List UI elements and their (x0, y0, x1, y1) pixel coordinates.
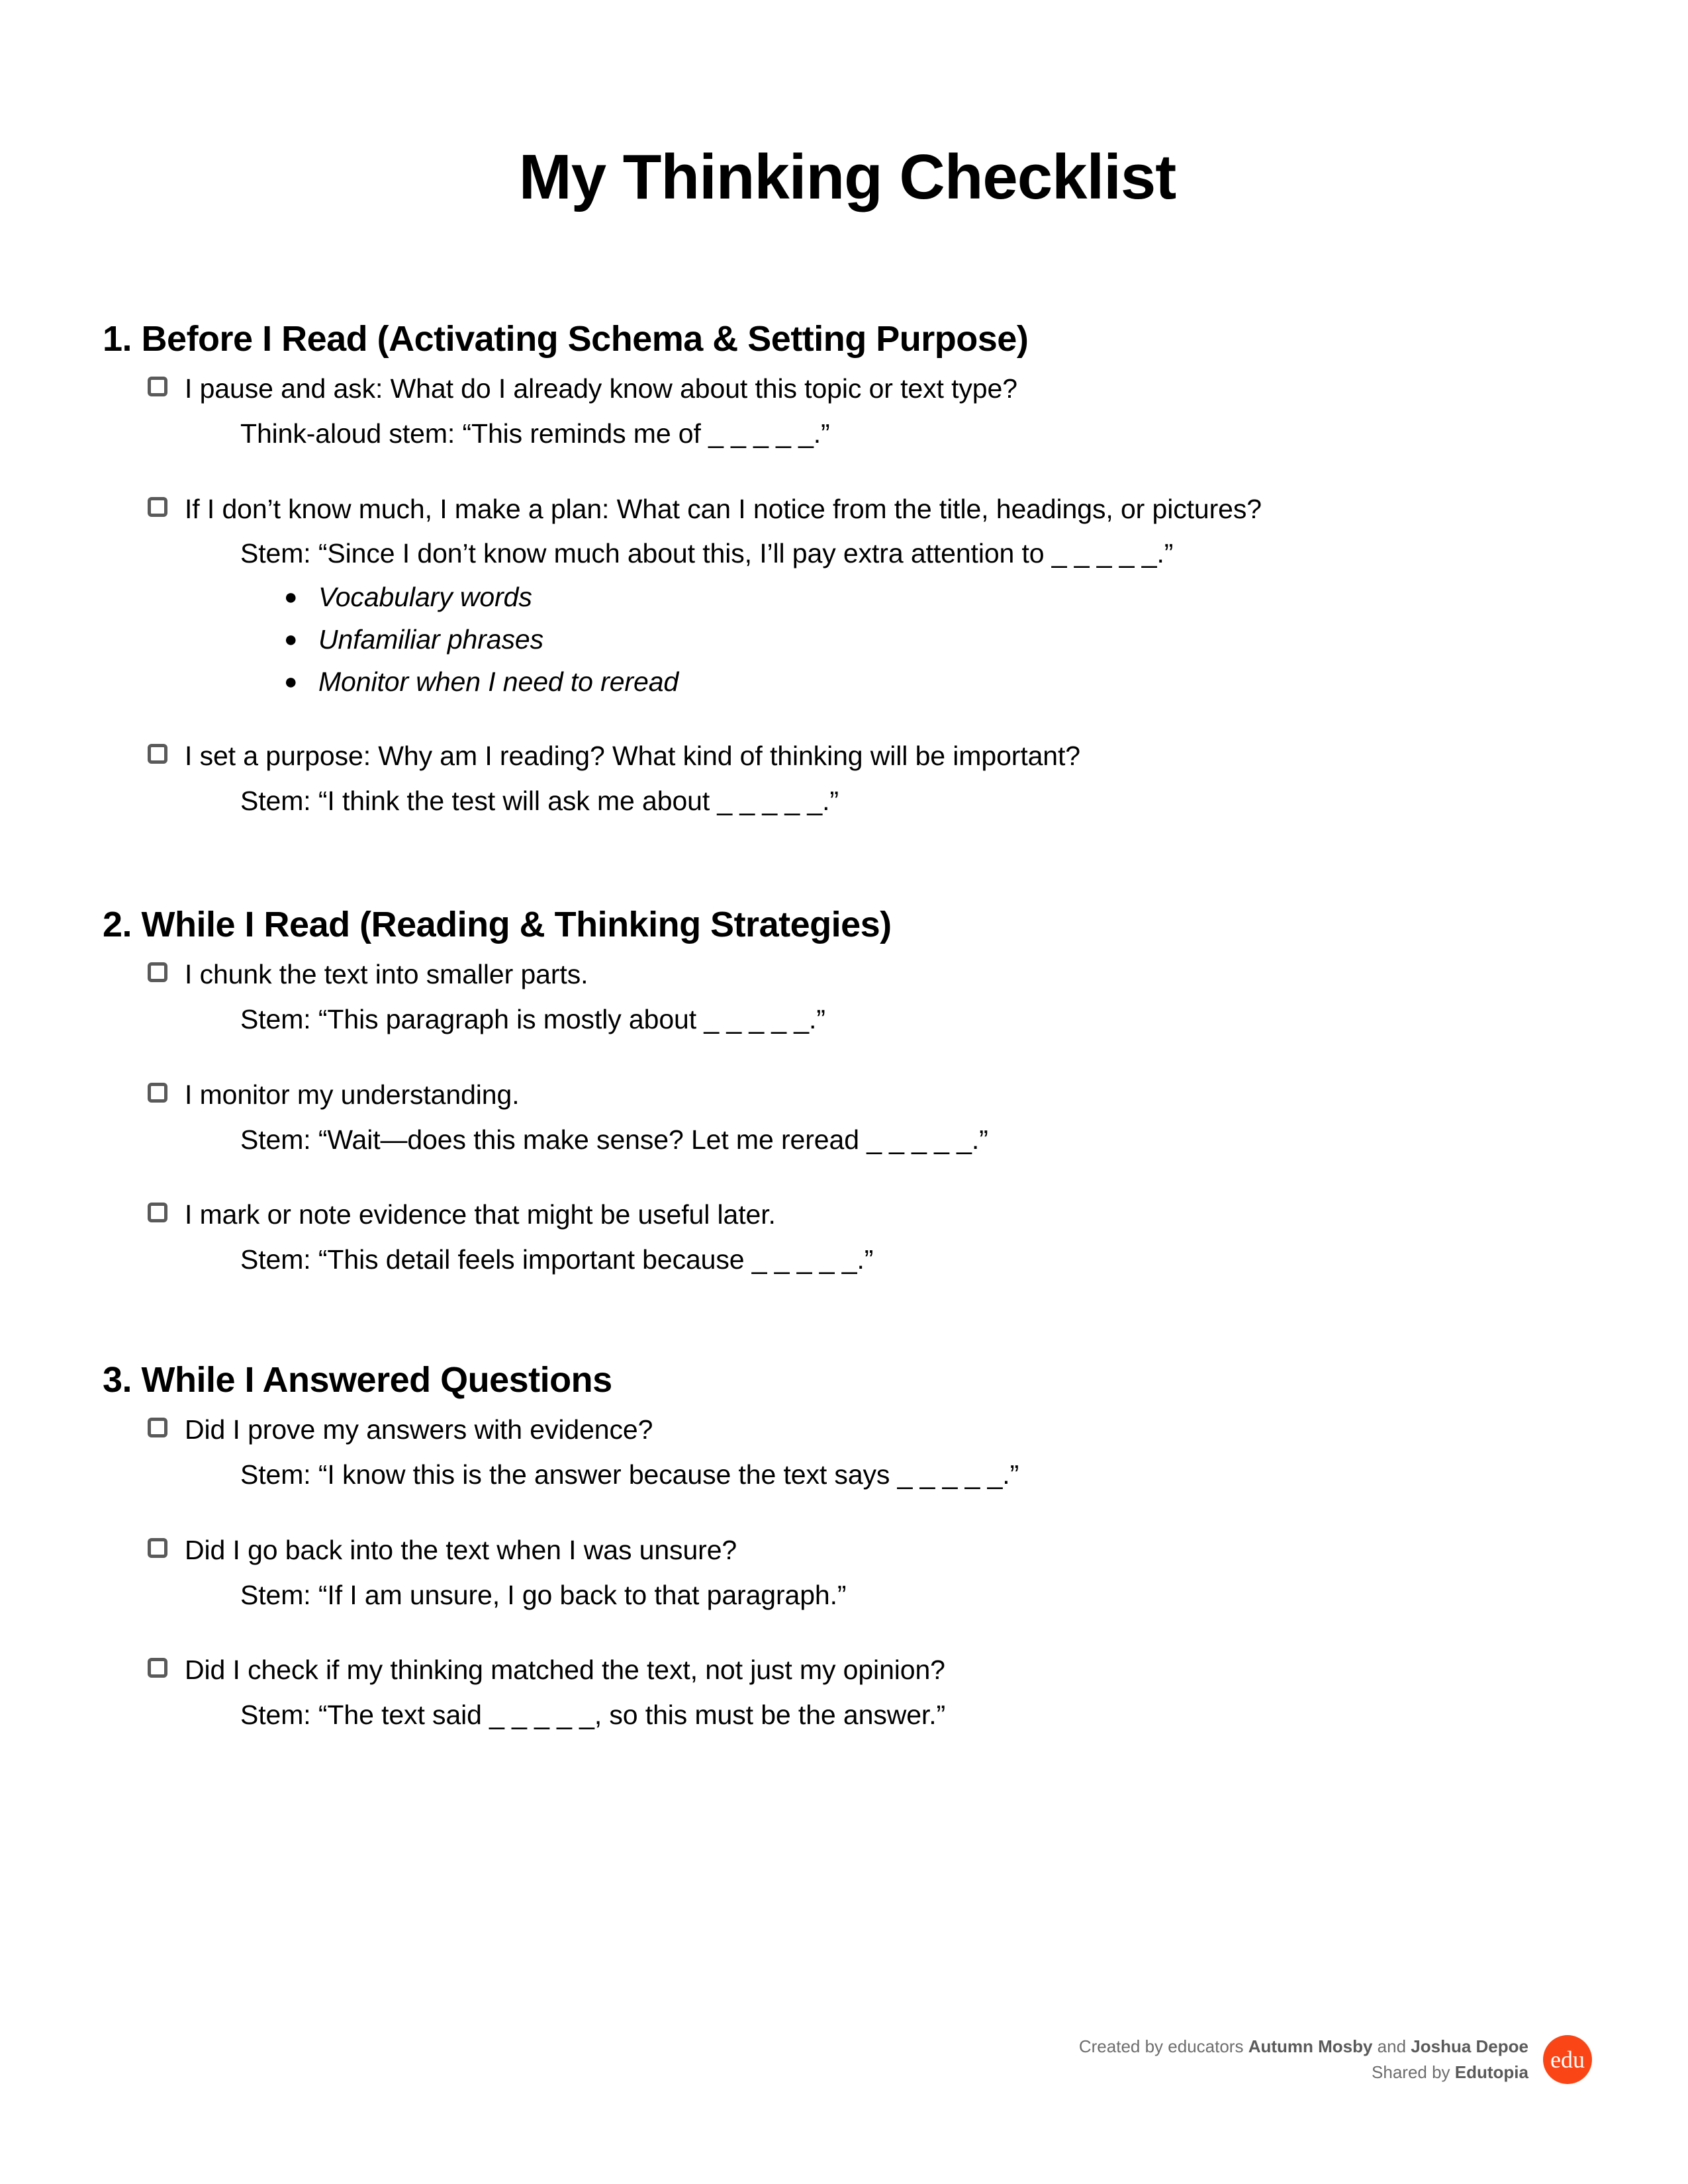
footer-shared-prefix: Shared by (1372, 2062, 1455, 2083)
checklist-item[interactable] (103, 371, 1592, 453)
checklist-item-label: I chunk the text into smaller parts. (185, 959, 588, 990)
checklist-sublist (148, 579, 1592, 700)
checklist-item[interactable] (103, 1077, 1592, 1159)
checklist-item-stem: Stem: “This detail feels important because _ _ _ _ _.” (240, 1244, 874, 1275)
checklist-item-label: Did I check if my thinking matched the text, not just my opinion? (185, 1655, 945, 1686)
checklist-item-stem: Stem: “The text said _ _ _ _ _, so this must be the answer.” (240, 1700, 946, 1731)
footer-author-one: Autumn Mosby (1248, 2036, 1373, 2056)
checkbox-icon[interactable] (148, 1538, 167, 1558)
list-item (280, 621, 1592, 657)
checklist-item-label: I mark or note evidence that might be useful later. (185, 1199, 776, 1230)
footer-credits (1079, 2034, 1528, 2086)
worksheet-content (103, 0, 1592, 1734)
checkbox-icon[interactable] (148, 1203, 167, 1222)
footer-credit-line (1079, 2034, 1528, 2060)
section-while-i-read (103, 903, 1592, 1279)
footer-shared-line (1079, 2060, 1528, 2086)
footer-created-prefix: Created by educators (1078, 2036, 1248, 2056)
checklist-item-stem: Stem: “Wait—does this make sense? Let me reread _ _ _ _ _.” (240, 1124, 988, 1155)
checklist-item[interactable] (103, 738, 1592, 820)
checklist-item[interactable] (103, 491, 1592, 700)
checklist-item-stem: Stem: “I think the test will ask me about _ _ _ _ _.” (240, 786, 839, 817)
checkbox-icon[interactable] (148, 1083, 167, 1103)
edutopia-logo-icon: edu (1543, 2035, 1592, 2084)
checklist-item-label: Did I prove my answers with evidence? (185, 1414, 653, 1445)
checklist-item[interactable] (103, 1652, 1592, 1734)
checklist-item-stem: Think-aloud stem: “This reminds me of _ _ _ _ _.” (240, 418, 830, 449)
footer-author-two: Joshua Depoe (1411, 2036, 1528, 2056)
checkbox-icon[interactable] (148, 497, 167, 517)
checklist-item-label: I set a purpose: Why am I reading? What kind of thinking will be important? (185, 741, 1081, 772)
list-item (280, 664, 1592, 700)
checkbox-icon[interactable] (148, 962, 167, 982)
footer-author-joiner: and (1372, 2036, 1411, 2056)
page-title: My Thinking Checklist (518, 142, 1176, 212)
bullet-icon: ● (284, 669, 298, 695)
list-item-label: Unfamiliar phrases (318, 624, 543, 655)
checklist-item-stem: Stem: “This paragraph is mostly about _ _ _ _ _.” (240, 1004, 825, 1035)
checklist-item-stem: Stem: “If I am unsure, I go back to that paragraph.” (240, 1579, 847, 1610)
footer-shared-by: Edutopia (1454, 2062, 1528, 2083)
checklist-item[interactable] (103, 956, 1592, 1038)
list-item-label: Monitor when I need to reread (318, 666, 679, 698)
section-while-i-answered-questions (103, 1358, 1592, 1734)
checklist-item-label: If I don’t know much, I make a plan: What can I notice from the title, headings, or pictures? (185, 493, 1262, 524)
section-before-i-read (103, 317, 1592, 820)
checkbox-icon[interactable] (148, 744, 167, 764)
checkbox-icon[interactable] (148, 1418, 167, 1437)
section-heading: 3. While I Answered Questions (103, 1359, 612, 1400)
bullet-icon: ● (284, 584, 298, 610)
checklist-item-stem: Stem: “Since I don’t know much about this, I’ll pay extra attention to _ _ _ _ _.” (240, 538, 1174, 569)
checklist-item[interactable] (103, 1532, 1592, 1614)
checklist-item-stem: Stem: “I know this is the answer because the text says _ _ _ _ _.” (240, 1459, 1019, 1490)
checkbox-icon[interactable] (148, 377, 167, 396)
bullet-icon: ● (284, 627, 298, 653)
checklist-item-label: I pause and ask: What do I already know about this topic or text type? (185, 373, 1017, 404)
page-footer (1079, 2034, 1592, 2086)
list-item-label: Vocabulary words (318, 582, 532, 613)
section-heading: 1. Before I Read (Activating Schema & Setting Purpose) (103, 318, 1029, 359)
checklist-item[interactable] (103, 1197, 1592, 1279)
list-item (280, 579, 1592, 615)
checklist-item-label: I monitor my understanding. (185, 1079, 520, 1110)
checklist-item-label: Did I go back into the text when I was unsure? (185, 1534, 737, 1565)
checkbox-icon[interactable] (148, 1658, 167, 1678)
checklist-item[interactable] (103, 1412, 1592, 1494)
section-heading: 2. While I Read (Reading & Thinking Strategies) (103, 904, 892, 944)
